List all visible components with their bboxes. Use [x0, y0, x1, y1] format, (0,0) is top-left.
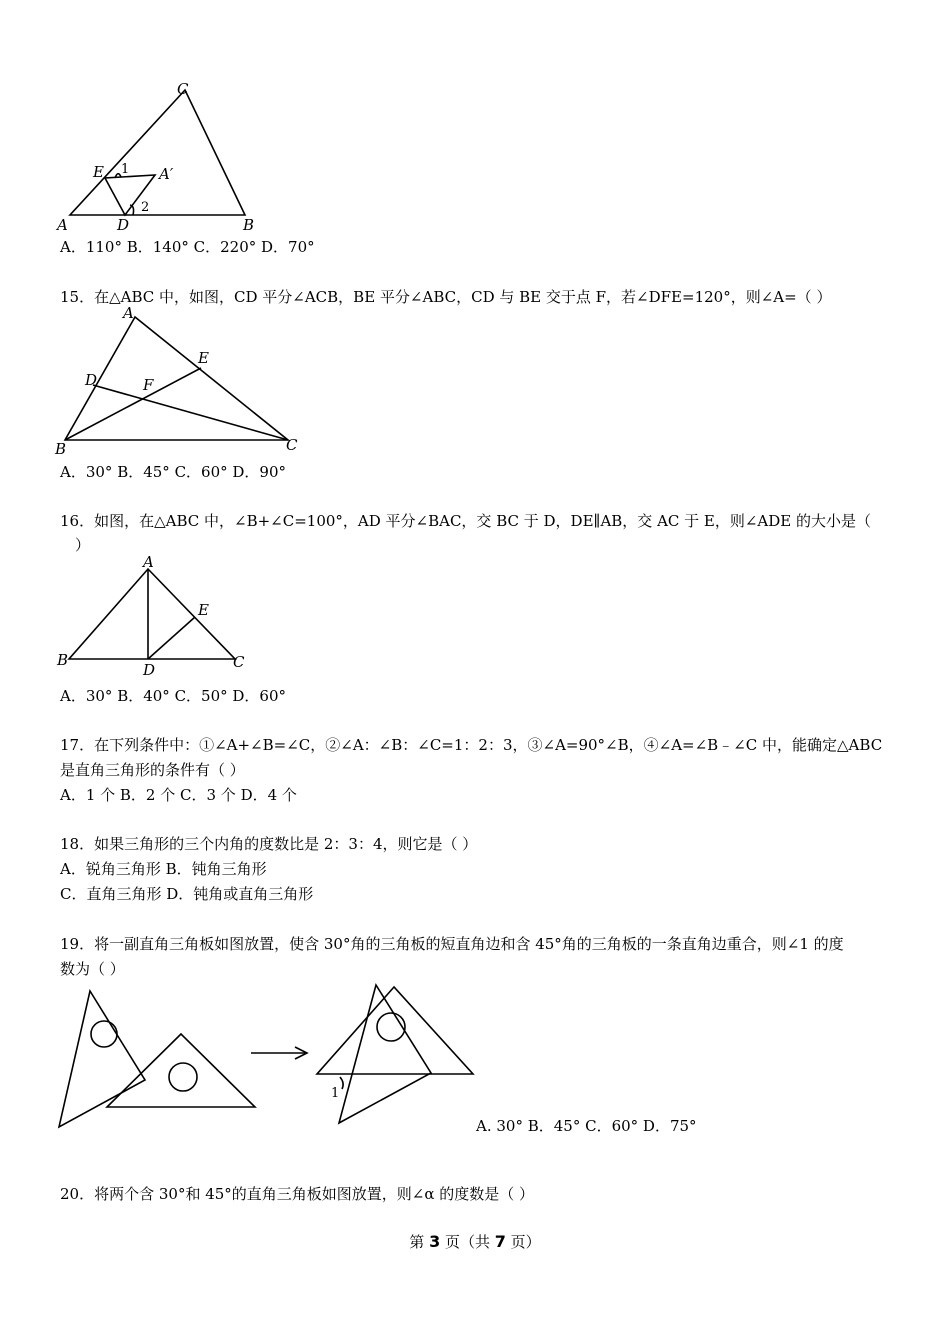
q19-hole-left-45	[169, 1063, 197, 1091]
footer-middle: 页（共	[440, 1233, 495, 1251]
q19-figure	[55, 985, 485, 1135]
q16-options: A．30° B．40° C．50° D．60°	[60, 687, 287, 705]
q18-options-line2: C．直角三角形 D．钝角或直角三角形	[60, 885, 314, 903]
q15-label-c: C	[286, 436, 298, 454]
q18-stem: 18．如果三角形的三个内角的度数比是 2：3：4，则它是（ ）	[60, 835, 478, 853]
q17-options: A．1 个 B．2 个 C．3 个 D．4 个	[60, 786, 297, 804]
q14-label-aprime: A′	[159, 165, 174, 183]
q16-label-b: B	[57, 651, 69, 669]
q16-label-d: D	[143, 661, 156, 679]
q19-hole-right	[377, 1013, 405, 1041]
q14-label-c: C	[177, 80, 189, 98]
q16-figure	[55, 553, 265, 683]
footer-total-pages: 7	[494, 1232, 506, 1251]
q15-label-a: A	[123, 304, 134, 322]
footer-prefix: 第	[409, 1233, 430, 1251]
q16-label-e: E	[198, 601, 209, 619]
q14-label-e: E	[93, 163, 104, 181]
q18-options-line1: A．锐角三角形 B．钝角三角形	[60, 860, 267, 878]
q15-label-d: D	[85, 371, 98, 389]
q14-figure	[55, 78, 275, 238]
q15-options: A．30° B．45° C．60° D．90°	[60, 463, 287, 481]
q19-triangle-45-right	[317, 987, 473, 1074]
q15-stem: 15．在△ABC 中，如图，CD 平分∠ACB，BE 平分∠ABC，CD 与 BE 交于点 F，若∠DFE=120°，则∠A=（ ）	[60, 288, 832, 306]
q15-label-f: F	[143, 376, 154, 394]
q19-triangle-30-right	[339, 985, 431, 1123]
q19-angle-1-arc	[340, 1077, 343, 1089]
q14-options: A．110° B．140° C．220° D．70°	[60, 238, 315, 256]
q14-label-b: B	[243, 216, 255, 234]
q14-triangle-abc	[70, 90, 245, 215]
q17-stem-line2: 是直角三角形的条件有（ ）	[60, 761, 245, 779]
q14-label-1: 1	[121, 162, 130, 177]
page-footer	[0, 1231, 950, 1252]
q19-stem-line2: 数为（ ）	[60, 960, 125, 978]
q15-figure	[55, 305, 315, 460]
q14-label-d: D	[117, 216, 130, 234]
q19-triangle-45-left	[107, 1034, 255, 1107]
q16-segment-de	[148, 617, 195, 659]
q14-label-2: 2	[141, 200, 150, 215]
footer-page-number: 3	[429, 1232, 441, 1251]
q16-triangle-abc	[69, 569, 235, 659]
q15-segment-cd	[93, 385, 288, 440]
q15-label-b: B	[55, 440, 67, 458]
q20-stem: 20．将两个含 30°和 45°的直角三角板如图放置，则∠α 的度数是（ ）	[60, 1185, 535, 1203]
q16-label-c: C	[233, 653, 245, 671]
q14-label-a: A	[57, 216, 68, 234]
q16-stem-line1: 16．如图，在△ABC 中，∠B+∠C=100°，AD 平分∠BAC，交 BC 于 D，DE∥AB，交 AC 于 E，则∠ADE 的大小是（	[60, 512, 872, 530]
q19-hole-left-30	[91, 1021, 117, 1047]
q16-label-a: A	[143, 553, 154, 571]
q17-stem-line1: 17．在下列条件中：①∠A+∠B=∠C，②∠A：∠B：∠C=1：2：3，③∠A=90°∠B，④∠A=∠B﹣∠C 中，能确定△ABC	[60, 736, 883, 754]
q16-stem-line2: ）	[75, 536, 91, 554]
footer-suffix: 页）	[505, 1233, 541, 1251]
q19-label-1: 1	[331, 1086, 340, 1101]
q15-label-e: E	[198, 349, 209, 367]
q19-options: A. 30° B．45° C．60° D．75°	[476, 1117, 697, 1135]
q19-stem-line1: 19．将一副直角三角板如图放置，使含 30°角的三角板的短直角边和含 45°角的三角板的一条直角边重合，则∠1 的度	[60, 935, 844, 953]
